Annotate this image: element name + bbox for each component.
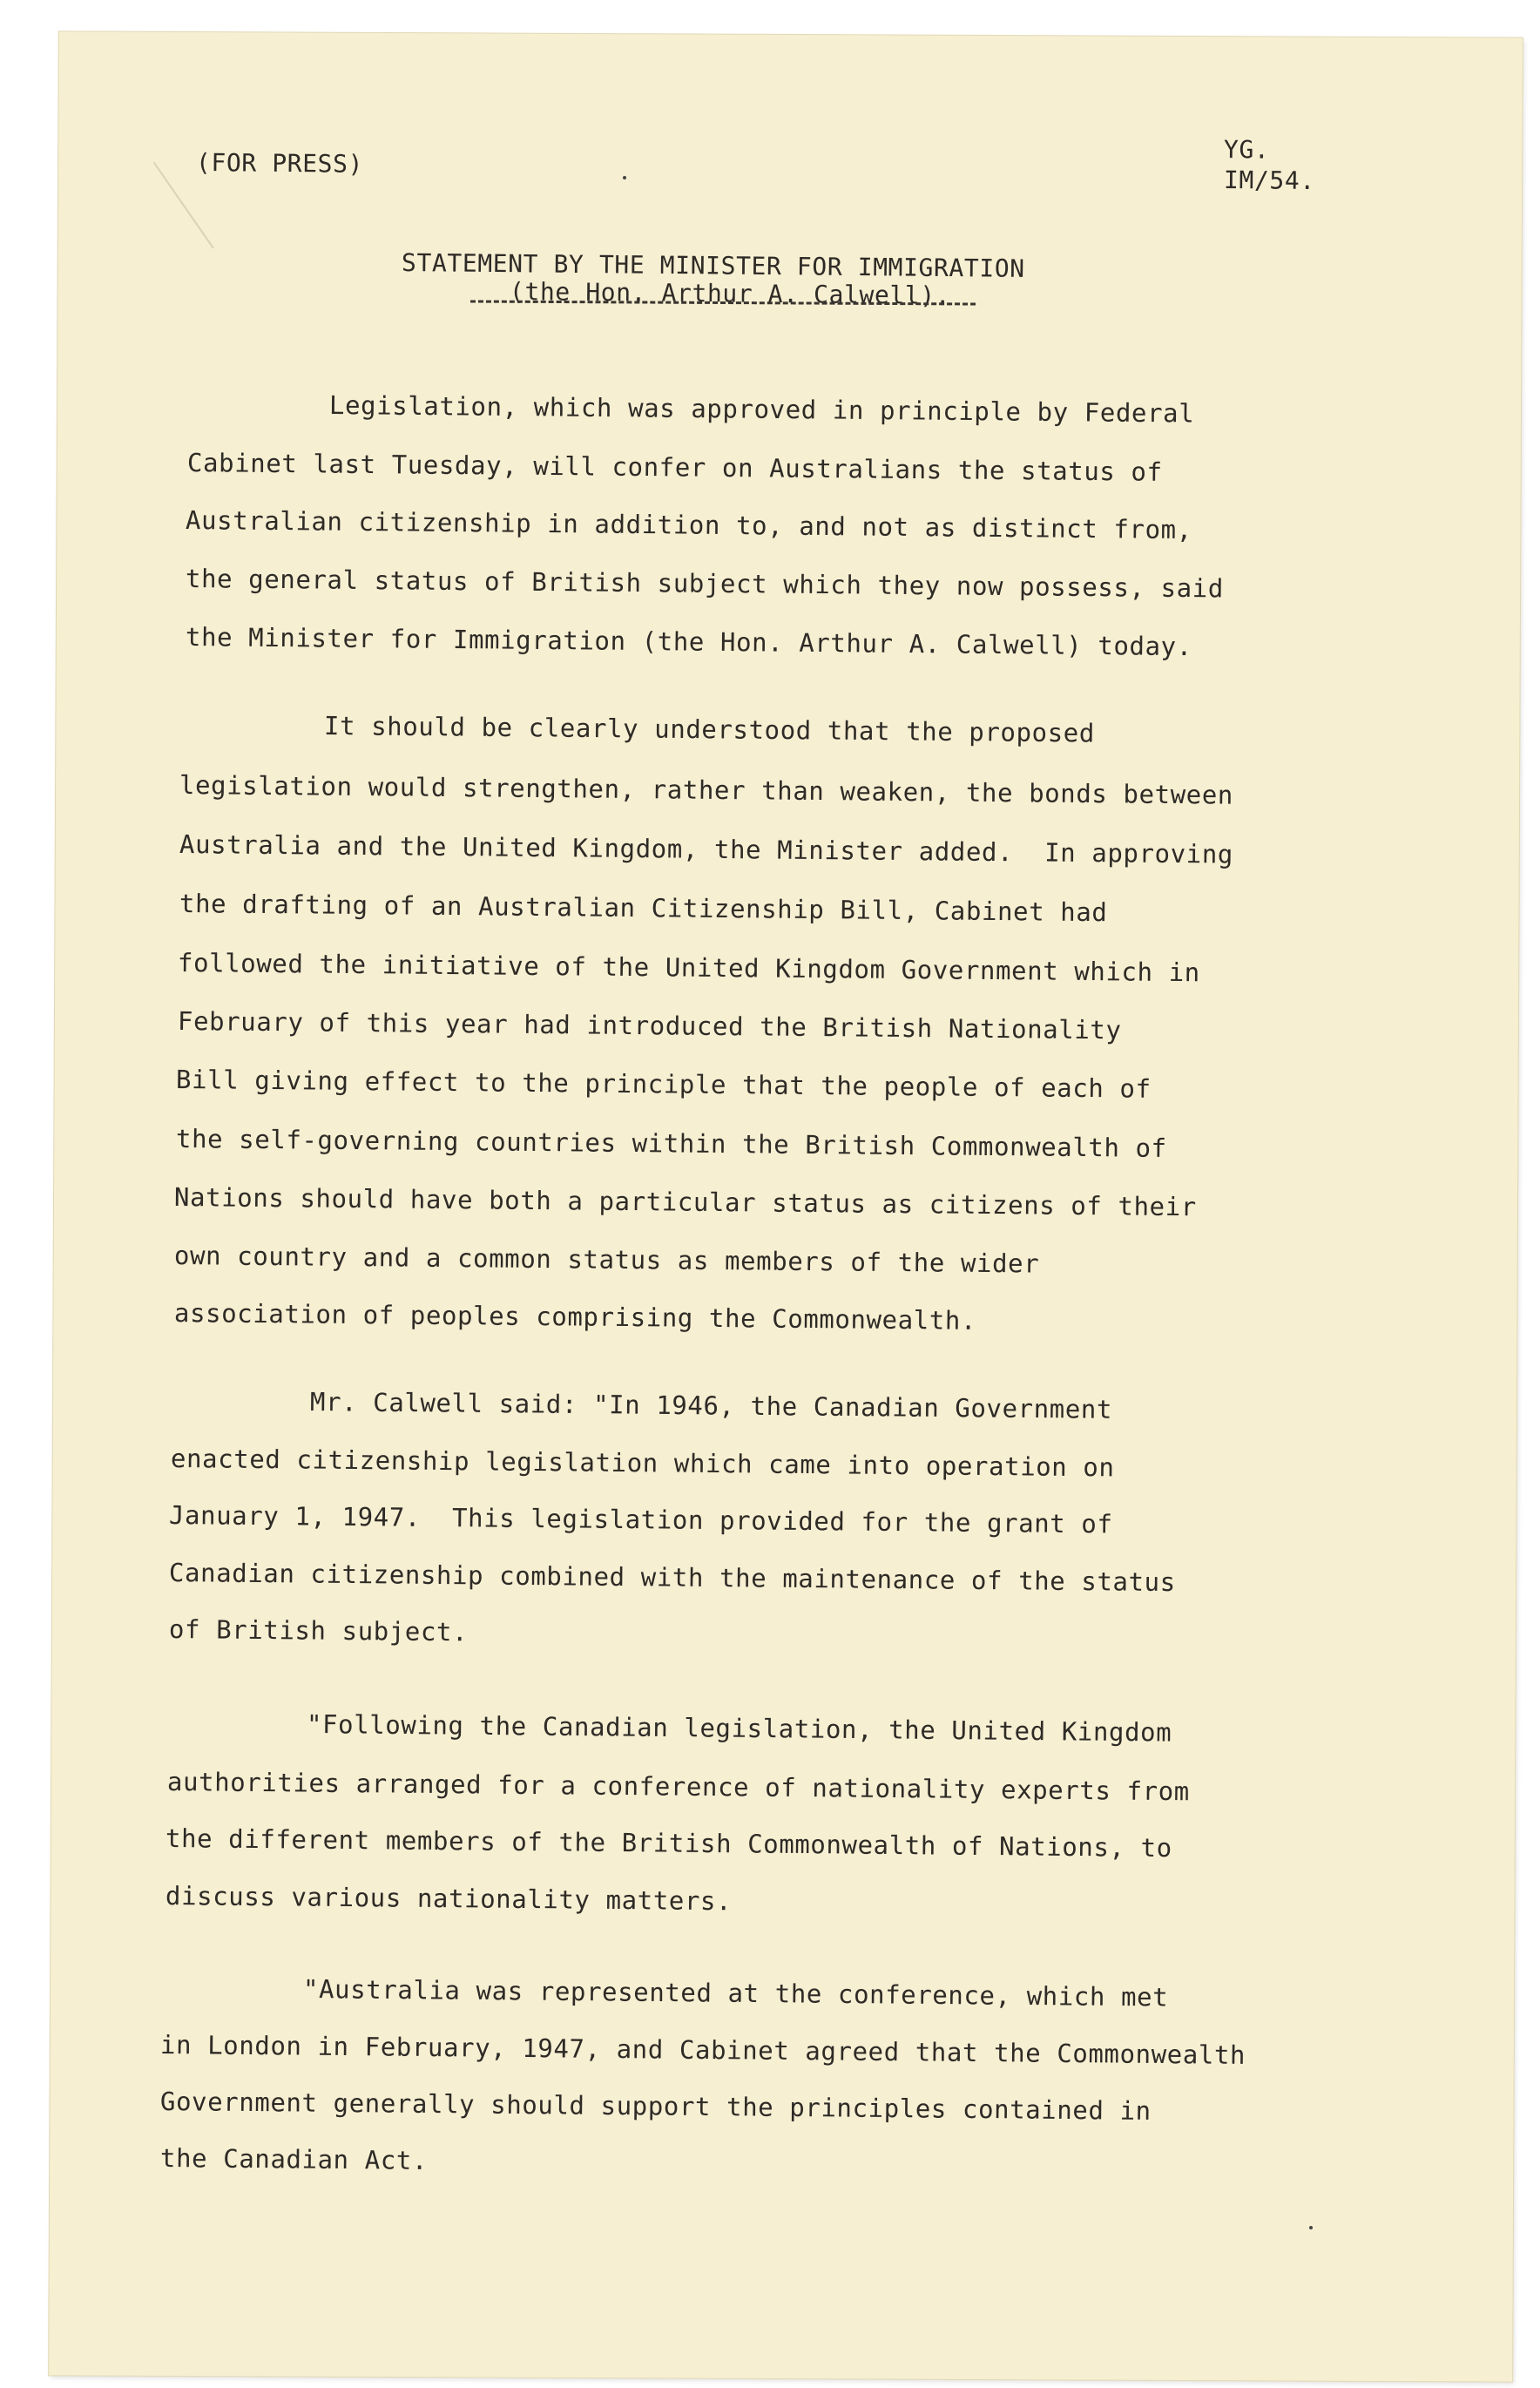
paragraph-3-line-2: enacted citizenship legislation which came into operation on [170,1444,1115,1483]
paragraph-4-line-3: the different members of the British Commonwealth of Nations, to [165,1823,1172,1864]
paragraph-5-line-4: the Canadian Act. [159,2143,429,2175]
paragraph-2-line-6: February of this year had introduced the British Nationality [177,1006,1122,1045]
paragraph-4-line-4: discuss various nationality matters. [165,1881,733,1917]
paragraph-2-line-9: Nations should have both a particular status as citizens of their [173,1182,1197,1222]
paragraph-3-line-4: Canadian citizenship combined with the maintenance of the status [168,1558,1176,1598]
press-note: (FOR PRESS) [195,148,364,179]
paragraph-2-line-11: association of peoples comprising the Commonwealth. [173,1298,977,1336]
paragraph-4-line-1: "Following the Canadian legislation, the United Kingdom [306,1709,1172,1748]
reference-code-2: IM/54. [1223,166,1315,196]
paragraph-5-line-2: in London in February, 1947, and Cabinet agreed that the Commonwealth [159,2030,1246,2070]
paragraph-4-line-2: authorities arranged for a conference of nationality experts from [166,1767,1190,1807]
paragraph-2-line-1: It should be clearly understood that the proposed [323,711,1096,748]
paragraph-5-line-1: "Australia was represented at the conference, which met [302,1974,1169,2013]
paragraph-1-line-4: the general status of British subject which they now possess, said [185,564,1225,604]
stray-dot [1309,2226,1313,2229]
paragraph-3-line-3: January 1, 1947. This legislation provided for the grant of [168,1500,1113,1539]
paragraph-1-line-3: Australian citizenship in addition to, and not as distinct from, [185,505,1192,545]
paragraph-3-line-1: Mr. Calwell said: "In 1946, the Canadian Government [309,1387,1113,1424]
paragraph-1-line-1: Legislation, which was approved in principle by Federal [328,390,1195,429]
paragraph-3-line-5: of British subject. [168,1614,469,1647]
paragraph-1-line-2: Cabinet last Tuesday, will confer on Australians the status of [186,448,1163,487]
paragraph-2-line-7: Bill giving effect to the principle that the people of each of [175,1065,1152,1104]
stray-dot [623,176,626,179]
paragraph-2-line-5: followed the initiative of the United Kingdom Government which in [177,948,1200,988]
paragraph-2-line-3: Australia and the United Kingdom, the Minister added. In approving [179,829,1234,869]
paragraph-1-line-5: the Minister for Immigration (the Hon. Arthur A. Calwell) today. [185,622,1192,662]
paragraph-2-line-10: own country and a common status as members of the wider [173,1241,1040,1279]
paragraph-2-line-4: the drafting of an Australian Citizenship Bill, Cabinet had [179,889,1108,928]
statement-subtitle: (the Hon. Arthur A. Calwell). [509,277,951,310]
reference-code-1: YG. [1223,135,1270,165]
paragraph-5-line-3: Government generally should support the principles contained in [159,2087,1152,2126]
statement-title: STATEMENT BY THE MINISTER FOR IMMIGRATION [401,248,1025,283]
paragraph-2-line-8: the self-governing countries within the British Commonwealth of [175,1124,1167,1163]
paragraph-2-line-2: legislation would strengthen, rather than weaken, the bonds between [179,770,1234,810]
